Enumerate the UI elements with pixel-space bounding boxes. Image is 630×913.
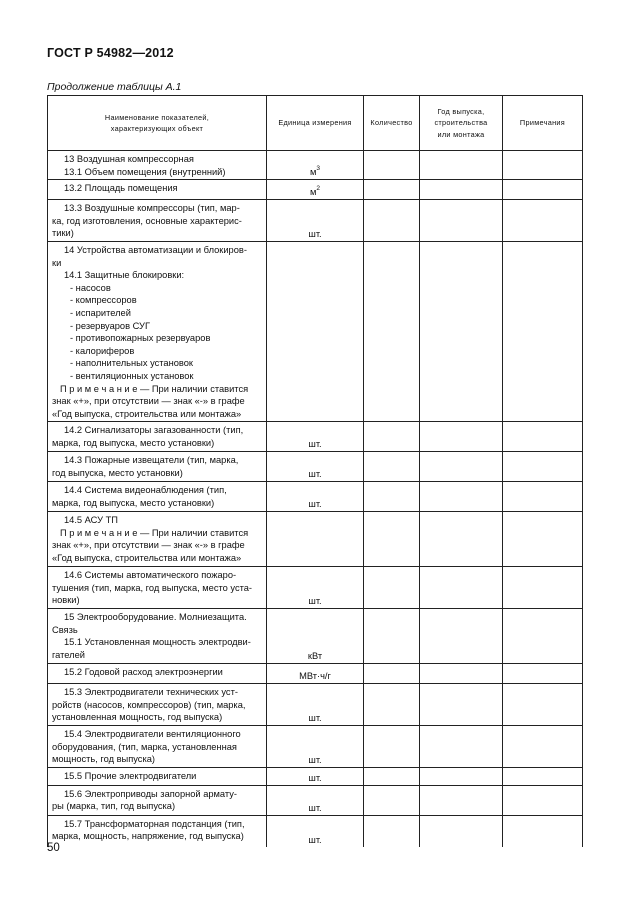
cell-unit: шт. (267, 422, 364, 452)
document-header: ГОСТ Р 54982—2012 (47, 46, 174, 60)
cell-year (420, 664, 503, 684)
cell-name: 15.6 Электроприводы запорной армату- ры (марка, тип, год выпуска) (48, 785, 267, 815)
cell-unit: шт. (267, 726, 364, 768)
cell-unit: шт. (267, 684, 364, 726)
cell-year (420, 482, 503, 512)
table-row (48, 452, 583, 482)
cell-notes (503, 512, 583, 567)
cell-name: 15.4 Электродвигатели вентиляционного оборудования, (тип, марка, установленная мощность, год выпуска) (48, 726, 267, 768)
cell-name: 14 Устройства автоматизации и блокиров- ки 14.1 Защитные блокировки: - насосов - компрессоров - испарителей - резервуаров СУГ - противопожарных резервуаров - калориферов - наполнительных установок - вентиляционных установок П р и м е ч а н и е — При наличии ставится знак «+», при отсутствии — знак «-» в графе «Год выпуска, строительства или монтажа» (48, 241, 267, 421)
table-row (48, 815, 583, 847)
cell-year (420, 151, 503, 180)
cell-qty (364, 567, 420, 609)
col-header-unit: Единица измерения (267, 96, 364, 151)
table-row (48, 151, 583, 180)
cell-name: 13 Воздушная компрессорная 13.1 Объем помещения (внутренний) (48, 151, 267, 180)
cell-unit: шт. (267, 567, 364, 609)
cell-unit (267, 512, 364, 567)
cell-name: 13.3 Воздушные компрессоры (тип, мар- ка, год изготовления, основные характерис- тики) (48, 200, 267, 242)
cell-name: 15.7 Трансформаторная подстанция (тип, марка, мощность, напряжение, год выпуска) (48, 815, 267, 847)
table-row (48, 422, 583, 452)
cell-qty (364, 452, 420, 482)
cell-year (420, 815, 503, 847)
cell-unit: шт. (267, 767, 364, 785)
cell-notes (503, 422, 583, 452)
cell-name: 14.2 Сигнализаторы загазованности (тип, марка, год выпуска, место установки) (48, 422, 267, 452)
col-header-name: Наименование показателей, характеризующих объект (48, 96, 267, 151)
cell-name: 15.3 Электродвигатели технических уст- ройств (насосов, компрессоров) (тип, марка, установленная мощность, год выпуска) (48, 684, 267, 726)
cell-qty (364, 664, 420, 684)
cell-qty (364, 815, 420, 847)
cell-name: 14.6 Системы автоматического пожаро- тушения (тип, марка, год выпуска, место уста- новки) (48, 567, 267, 609)
table-row (48, 180, 583, 200)
list-item: - компрессоров (70, 295, 137, 306)
cell-unit (267, 241, 364, 421)
cell-qty (364, 241, 420, 421)
cell-unit: шт. (267, 482, 364, 512)
cell-unit: шт. (267, 785, 364, 815)
table-row (48, 609, 583, 664)
cell-unit: $м^2$ (267, 180, 364, 200)
cell-unit: $м^3$ (267, 151, 364, 180)
col-header-year: Год выпуска, строительства или монтажа (420, 96, 503, 151)
cell-qty (364, 200, 420, 242)
cell-name: 15.2 Годовой расход электроэнергии (48, 664, 267, 684)
table-row (48, 684, 583, 726)
table-row (48, 785, 583, 815)
table-row (48, 567, 583, 609)
cell-notes (503, 241, 583, 421)
cell-year (420, 180, 503, 200)
cell-name: 15 Электрооборудование. Молниезащита. Связь 15.1 Установленная мощность электродви- гателей (48, 609, 267, 664)
cell-year (420, 452, 503, 482)
list-item: - противопожарных резервуаров (70, 333, 211, 344)
cell-notes (503, 785, 583, 815)
cell-year (420, 684, 503, 726)
cell-unit: шт. (267, 200, 364, 242)
cell-qty (364, 684, 420, 726)
cell-notes (503, 151, 583, 180)
cell-qty (364, 422, 420, 452)
indicators-table (47, 95, 583, 847)
cell-qty (364, 512, 420, 567)
cell-qty (364, 726, 420, 768)
cell-name: 14.4 Система видеонаблюдения (тип, марка, год выпуска, место установки) (48, 482, 267, 512)
cell-notes (503, 482, 583, 512)
cell-qty (364, 785, 420, 815)
list-item: - резервуаров СУГ (70, 320, 150, 331)
cell-qty (364, 767, 420, 785)
cell-qty (364, 482, 420, 512)
cell-unit: кВт (267, 609, 364, 664)
cell-year (420, 422, 503, 452)
cell-notes (503, 180, 583, 200)
cell-year (420, 785, 503, 815)
cell-qty (364, 180, 420, 200)
cell-year (420, 609, 503, 664)
cell-unit: шт. (267, 815, 364, 847)
list-item: - насосов (70, 282, 111, 293)
cell-name: 14.3 Пожарные извещатели (тип, марка, год выпуска, место установки) (48, 452, 267, 482)
cell-year (420, 241, 503, 421)
list-item: - калориферов (70, 345, 135, 356)
cell-unit: шт. (267, 452, 364, 482)
cell-unit: МВт·ч/г (267, 664, 364, 684)
cell-qty (364, 151, 420, 180)
col-header-notes: Примечания (503, 96, 583, 151)
table-row (48, 512, 583, 567)
cell-notes (503, 200, 583, 242)
cell-qty (364, 609, 420, 664)
table-header-row (48, 96, 583, 151)
cell-name: 14.5 АСУ ТП П р и м е ч а н и е — При наличии ставится знак «+», при отсутствии — знак «-» в графе «Год выпуска, строительства или монтажа» (48, 512, 267, 567)
cell-notes (503, 567, 583, 609)
cell-notes (503, 767, 583, 785)
cell-name: 15.5 Прочие электродвигатели (48, 767, 267, 785)
cell-year (420, 726, 503, 768)
cell-year (420, 567, 503, 609)
list-item: - наполнительных установок (70, 358, 193, 369)
table-row (48, 767, 583, 785)
table-caption: Продолжение таблицы А.1 (47, 81, 182, 93)
list-item: - испарителей (70, 307, 131, 318)
cell-notes (503, 452, 583, 482)
table-row (48, 482, 583, 512)
cell-notes (503, 726, 583, 768)
cell-notes (503, 684, 583, 726)
page-number: 50 (47, 842, 60, 854)
cell-name: 13.2 Площадь помещения (48, 180, 267, 200)
cell-year (420, 512, 503, 567)
list-item: - вентиляционных установок (70, 370, 194, 381)
table-row (48, 200, 583, 242)
col-header-qty: Количество (364, 96, 420, 151)
cell-notes (503, 815, 583, 847)
cell-notes (503, 609, 583, 664)
table-row (48, 664, 583, 684)
cell-year (420, 767, 503, 785)
cell-notes (503, 664, 583, 684)
table-row (48, 241, 583, 421)
table-row (48, 726, 583, 768)
cell-year (420, 200, 503, 242)
